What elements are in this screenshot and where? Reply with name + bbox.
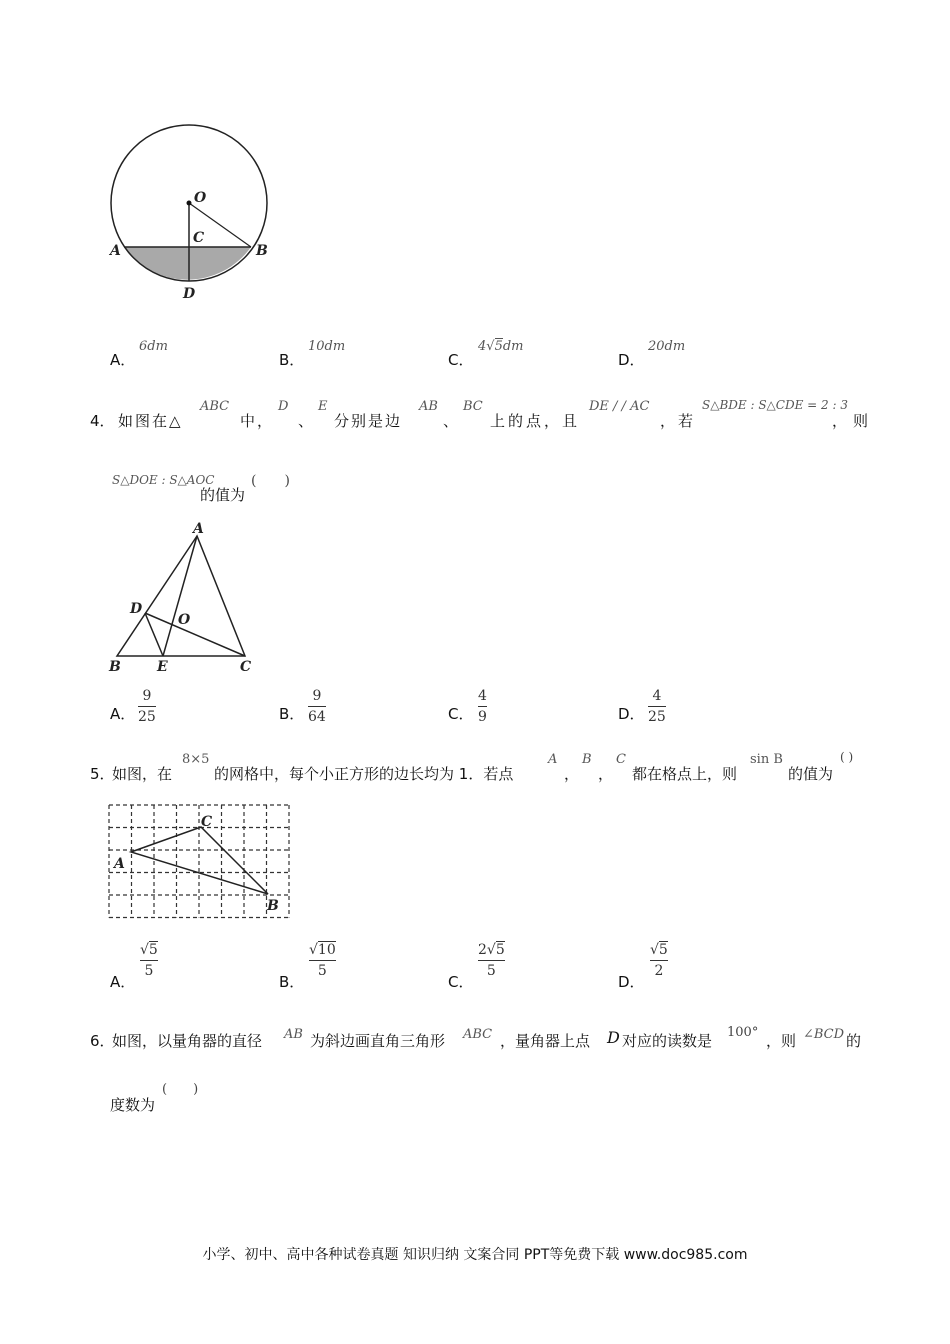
numerator: 4 [478, 688, 487, 704]
radicand: 5 [658, 942, 668, 958]
fraction [648, 688, 666, 725]
q4-math-ratio1: S△BDE : S△CDE = 2 : 3 [702, 398, 848, 412]
option-letter: C． [448, 351, 474, 369]
triangle-abc [117, 536, 245, 656]
numerator: 9 [312, 688, 322, 704]
q6-text: 对应的读数是 [622, 1032, 713, 1050]
q6-math-ab: AB [284, 1027, 303, 1042]
q4-number: 4． [90, 412, 115, 430]
sqrt-icon: √ [486, 942, 496, 958]
label-a: A [193, 522, 204, 537]
q4-answer-paren: ( ) [251, 473, 290, 489]
q6-text: ，量角器上点 [500, 1032, 591, 1050]
denominator: 5 [317, 963, 327, 979]
q4-math-ratio2: S△DOE : S△AOC [112, 473, 215, 487]
q5-math-b: B [582, 752, 592, 767]
q6-text-line2: 度数为 [110, 1096, 156, 1114]
option-letter: B． [279, 973, 305, 991]
page-footer: 小学、初中、高中各种试卷真题 知识归纳 文案合同 PPT等免费下载 www.doc985.com [202, 1247, 748, 1263]
triangle-figure [100, 522, 270, 677]
label-c: C [193, 230, 205, 246]
q6-math-degree: 100° [727, 1025, 759, 1040]
radicand: 5 [495, 942, 505, 958]
q4-text: ，则 [832, 412, 875, 430]
fraction [478, 942, 505, 979]
label-b: B [256, 243, 268, 259]
label-a: A [110, 243, 121, 259]
center-dot [187, 201, 192, 206]
q4-text: 中， [240, 412, 275, 430]
q5-text: ， [564, 765, 580, 783]
denominator: 5 [486, 963, 496, 979]
numerator [650, 942, 668, 958]
q4-text: 、 [298, 412, 314, 430]
q4-text: 如图在△ [118, 412, 183, 430]
label-a: A [114, 856, 125, 872]
fraction [478, 688, 487, 725]
q6-text: 如图，以量角器的直径 [112, 1032, 263, 1050]
option-letter: A． [110, 705, 136, 723]
option-letter: A． [110, 973, 136, 991]
q6-text: 为斜边画直角三角形 [310, 1032, 446, 1050]
option-value: 10dm [308, 339, 346, 354]
sqrt-icon: √ [650, 942, 659, 958]
q5-text: 的值为 [788, 765, 834, 783]
radicand: 5 [494, 339, 503, 354]
numerator [309, 942, 336, 958]
q4-text: 、 [443, 412, 459, 430]
denominator: 2 [654, 963, 664, 979]
q4-math-d: D [278, 399, 289, 414]
q6-text: 的 [846, 1032, 862, 1050]
option-letter: C． [448, 973, 474, 991]
q4-text: 分别是边 [334, 412, 403, 430]
q5-math-grid: 8×5 [182, 752, 210, 767]
numerator: 4 [652, 688, 662, 704]
denominator: 64 [308, 709, 326, 725]
denominator: 9 [478, 709, 487, 725]
sqrt-icon: √ [309, 942, 318, 958]
coefficient: 4 [478, 339, 487, 354]
fraction [138, 688, 156, 725]
fraction [308, 688, 326, 725]
q5-text: 都在格点上，则 [632, 765, 738, 783]
option-value: 20dm [648, 339, 686, 354]
coefficient: 2 [478, 942, 487, 958]
q6-answer-paren: ( ) [162, 1082, 199, 1097]
numerator: 9 [142, 688, 152, 704]
option-letter: D． [618, 705, 645, 723]
q6-math-angle: ∠BCD [803, 1027, 845, 1042]
numerator [140, 942, 158, 958]
sqrt-icon: √ [486, 339, 495, 354]
option-letter: D． [618, 973, 645, 991]
shaded-segment [124, 247, 251, 280]
label-b: B [109, 659, 121, 675]
option-value: 6dm [139, 339, 168, 354]
radicand: 10 [317, 942, 336, 958]
label-o: O [178, 612, 191, 628]
segment-ae [163, 536, 197, 656]
label-b: B [267, 898, 279, 914]
q4-math-de-parallel: DE / / AC [589, 399, 650, 414]
q5-text: 如图，在 [112, 765, 173, 783]
option-value [478, 339, 524, 354]
option-letter: B． [279, 351, 305, 369]
circle-figure [100, 120, 280, 310]
q5-math-sinb: sin B [750, 752, 783, 767]
label-c: C [201, 814, 213, 830]
label-o: O [194, 190, 207, 206]
label-c: C [240, 659, 252, 675]
q4-text: ，若 [660, 412, 697, 430]
q4-math-bc: BC [463, 399, 483, 414]
q5-number: 5． [90, 765, 115, 783]
denominator: 5 [144, 963, 154, 979]
q5-text: ， [598, 765, 614, 783]
grid-figure [104, 800, 296, 922]
radicand: 5 [148, 942, 158, 958]
q4-math-abc: ABC [200, 399, 230, 414]
denominator: 25 [648, 709, 666, 725]
unit: dm [502, 339, 524, 354]
q4-text: 上的点，且 [490, 412, 581, 430]
label-d: D [130, 601, 143, 617]
q5-text: 的网格中，每个小正方形的边长均为 1．若点 [214, 765, 514, 783]
q6-text: ，则 [766, 1032, 797, 1050]
option-letter: A． [110, 351, 136, 369]
q5-math-a: A [548, 752, 558, 767]
dashed-grid [109, 805, 289, 918]
q6-math-d: D [607, 1028, 620, 1047]
q5-math-c: C [616, 752, 626, 767]
q5-answer-paren: ( ) [840, 750, 854, 764]
denominator: 25 [138, 709, 156, 725]
option-letter: B． [279, 705, 305, 723]
q6-number: 6． [90, 1032, 115, 1050]
q4-text: 的值为 [200, 486, 246, 504]
label-e: E [157, 659, 168, 675]
option-letter: D． [618, 351, 645, 369]
fraction [140, 942, 158, 979]
q6-math-abc: ABC [463, 1027, 493, 1042]
q4-math-ab: AB [419, 399, 438, 414]
sqrt-icon: √ [140, 942, 149, 958]
fraction [650, 942, 668, 979]
numerator [478, 942, 505, 958]
label-d: D [183, 286, 196, 302]
q4-math-e: E [318, 399, 328, 414]
option-letter: C． [448, 705, 474, 723]
fraction [309, 942, 336, 979]
